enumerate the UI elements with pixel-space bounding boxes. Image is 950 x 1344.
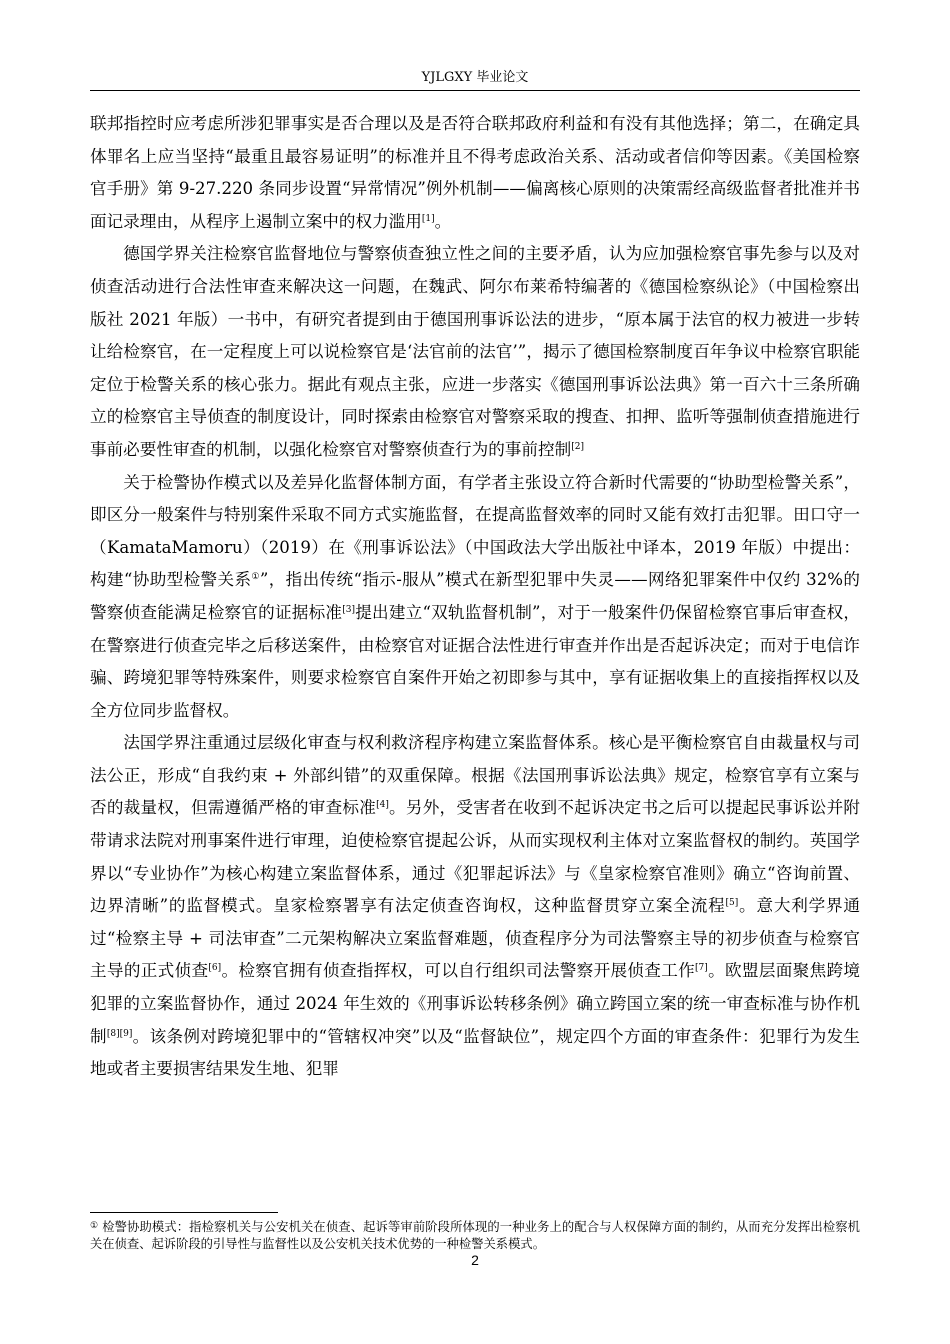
paragraph-text: 关于检警协作模式以及差异化监督体制方面，有学者主张设立符合新时代需要的“协助型检警关系”，即区分一般案件与特别案件采取不同方式实施监督，在提高监督效率的同时又能有效打击犯罪。田口守一（KamataMamoru）（2019）在《刑事诉讼法》（中国政法大学出版社中译本，2019 年版）中提出：构建“协助型检警关系: [90, 472, 860, 590]
citation-ref: [4]: [376, 800, 389, 811]
citation-ref: ①: [251, 572, 260, 583]
paragraph-text: ”，指出传统“指示-服从”模式在新型犯罪中失灵——网络犯罪案件中仅约 32%的警察侦查能满足检察官的证据标准: [90, 570, 861, 622]
header-divider: [90, 90, 860, 91]
citation-ref: [1]: [421, 213, 435, 224]
footnote-divider: [90, 1212, 278, 1213]
document-body: [90, 108, 860, 1086]
paragraph-france-uk-italy-eu: [90, 727, 860, 1086]
paragraph-text: 。欧盟层面聚焦跨境犯罪的立案监督协作，通过 2024 年生效的《刑事诉讼转移条例》确立跨国立案的统一审查标准与协作机制: [90, 961, 861, 1046]
paragraph-text: 法国学界注重通过层级化审查与权利救济程序构建立案监督体系。核心是平衡检察官自由裁量权与司法公正，形成“自我约束 + 外部纠错”的双重保障。根据《法国刑事诉讼法典》规定，检察官享有立案与否的裁量权，但需遵循严格的审查标准: [90, 733, 860, 818]
citation-ref: [2]: [571, 441, 584, 452]
footnote-mark: ①: [90, 1221, 99, 1231]
citation-ref: [5]: [725, 898, 739, 909]
paragraph-text: 德国学界关注检察官监督地位与警察侦查独立性之间的主要矛盾，认为应加强检察官事先参与以及对侦查活动进行合法性审查来解决这一问题，在魏武、阿尔布莱希特编著的《德国检察纵论》（中国检察出版社 2021 年版）一书中，有研究者提到由于德国刑事诉讼法的进步，“原本属于法官的权力被进一步转让给检察官，在一定程度上可以说检察官是‘法官前的法官’”，揭示了德国检察制度百年争议中检察官职能定位于检警关系的核心张力。据此有观点主张，应进一步落实《德国刑事诉讼法典》第一百六十三条所确立的检察官主导侦查的制度设计，同时探索由检察官对警察采取的搜查、扣押、监听等强制侦查措施进行事前必要性审查的机制，以强化检察官对警察侦查行为的事前控制: [90, 244, 860, 459]
paragraph-text: 。意大利学界通过“检察主导 + 司法审查”二元架构解决立案监督难题，侦查程序分为司法警察主导的初步侦查与检察官主导的正式侦查: [90, 896, 861, 981]
paragraph-text: 。该条例对跨境犯罪中的“管辖权冲突”以及“监督缺位”，规定四个方面的审查条件：犯罪行为发生地或者主要损害结果发生地、犯罪: [90, 1026, 860, 1079]
paragraph-text: 。检察官拥有侦查指挥权，可以自行组织司法警察开展侦查工作: [221, 961, 696, 981]
paragraph-german-prosecution: [90, 238, 860, 466]
paragraph-text: 提出建立“双轨监督机制”，对于一般案件仍保留检察官事后审查权，在警察进行侦查完毕之后移送案件，由检察官对证据合法性进行审查并作出是否起诉决定；而对于电信诈骗、跨境犯罪等特殊案件，则要求检察官自案件开始之初即参与其中，享有证据收集上的直接指挥权以及全方位同步监督权。: [90, 602, 860, 720]
footnote-text: 检警协助模式：指检察机关与公安机关在侦查、起诉等审前阶段所体现的一种业务上的配合与人权保障方面的制约，从而充分发挥出检察机关在侦查、起诉阶段的引导性与监督性以及公安机关技术优势的一种检警关系模式。: [90, 1220, 860, 1251]
citation-ref: [6]: [208, 963, 222, 974]
paragraph-cooperative-model: [90, 467, 860, 728]
page-header: YJLGXY 毕业论文: [421, 70, 529, 85]
paragraph-text: 。: [434, 211, 452, 231]
paragraph-text: 联邦指控时应考虑所涉犯罪事实是否合理以及是否符合联邦政府利益和有没有其他选择；第二，在确定具体罪名上应当坚持“最重且最容易证明”的标准并且不得考虑政治关系、活动或者信仰等因素。《美国检察官手册》第 9-27.220 条同步设置“异常情况”例外机制——偏离核心原则的决策需经高级监督者批准并书面记录理由，从程序上遏制立案中的权力滥用: [90, 114, 860, 231]
paragraph-us-prosecution: [90, 108, 860, 238]
citation-ref: [3]: [342, 604, 355, 615]
page-number: 2: [471, 1252, 479, 1268]
paragraph-text: 。另外，受害者在收到不起诉决定书之后可以提起民事诉讼并附带请求法院对刑事案件进行审理，迫使检察官提起公诉，从而实现权利主体对立案监督权的制约。英国学界以“专业协作”为核心构建立案监督体系，通过《犯罪起诉法》与《皇家检察官准则》确立“咨询前置、边界清晰”的监督模式。皇家检察署享有法定侦查咨询权，这种监督贯穿立案全流程: [90, 798, 861, 916]
citation-ref: [8][9]: [106, 1028, 133, 1039]
citation-ref: [7]: [695, 963, 708, 974]
footnote: [90, 1218, 860, 1253]
